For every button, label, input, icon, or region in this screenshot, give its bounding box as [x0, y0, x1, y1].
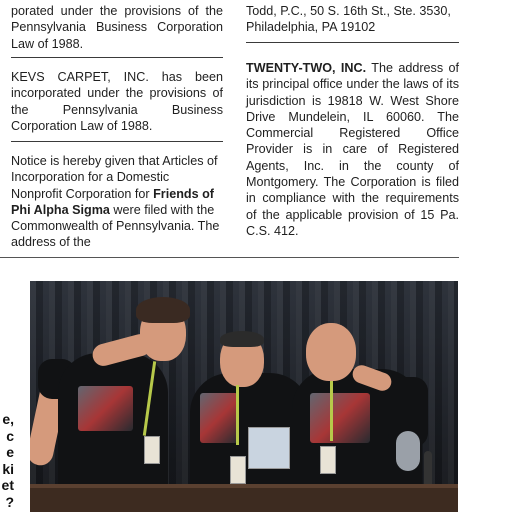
left-column-notice-2	[11, 69, 223, 134]
notice-corporation-tail: porated under the provisions of the Pennsylvania Business Corporation Law of 1988.	[11, 4, 223, 51]
section-divider	[0, 257, 459, 258]
notice-divider	[11, 141, 223, 142]
notice-divider	[246, 42, 459, 43]
corporation-name: TWENTY-TWO, INC.	[246, 61, 367, 75]
left-column-notice-3	[11, 153, 223, 251]
event-photo	[30, 281, 458, 512]
adjacent-column-fragment: e, c e ki et ?	[1, 411, 14, 510]
right-column	[246, 0, 459, 36]
held-photo	[248, 427, 290, 469]
notice-address-tail: Todd, P.C., 50 S. 16th St., Ste. 3530, Philadelphia, PA 19102	[246, 4, 451, 35]
corporation-name: Friends of Phi Alpha Sigma	[11, 186, 214, 217]
notice-friends-of-phi-alpha-sigma: Notice is hereby given that Articles of Incorporation for a Domestic Nonprofit Corporation for Friends of Phi Alpha Sigma were filed with the Commonwealth of Pennsylvania. The address of the	[11, 154, 220, 250]
right-column-notice-2	[246, 60, 459, 239]
notice-twenty-two-inc: TWENTY-TWO, INC. The address of its principal office under the laws of its jurisdiction is 19818 W. West Shore Drive Mundelein, IL 60060. The Commercial Registered Office Provider is in care of Registered Agents, Inc. in the county of Montgomery. The Corporation is filed in compliance with the requirements of the applicable provision of 15 Pa. C.S. 412.	[246, 61, 459, 238]
table	[30, 488, 458, 512]
left-column	[11, 0, 223, 52]
notice-kevs-carpet: KEVS CARPET, INC. has been incorporated under the provisions of the Pennsylvania Business Corporation Law of 1988.	[11, 70, 223, 133]
notice-divider	[11, 57, 223, 58]
